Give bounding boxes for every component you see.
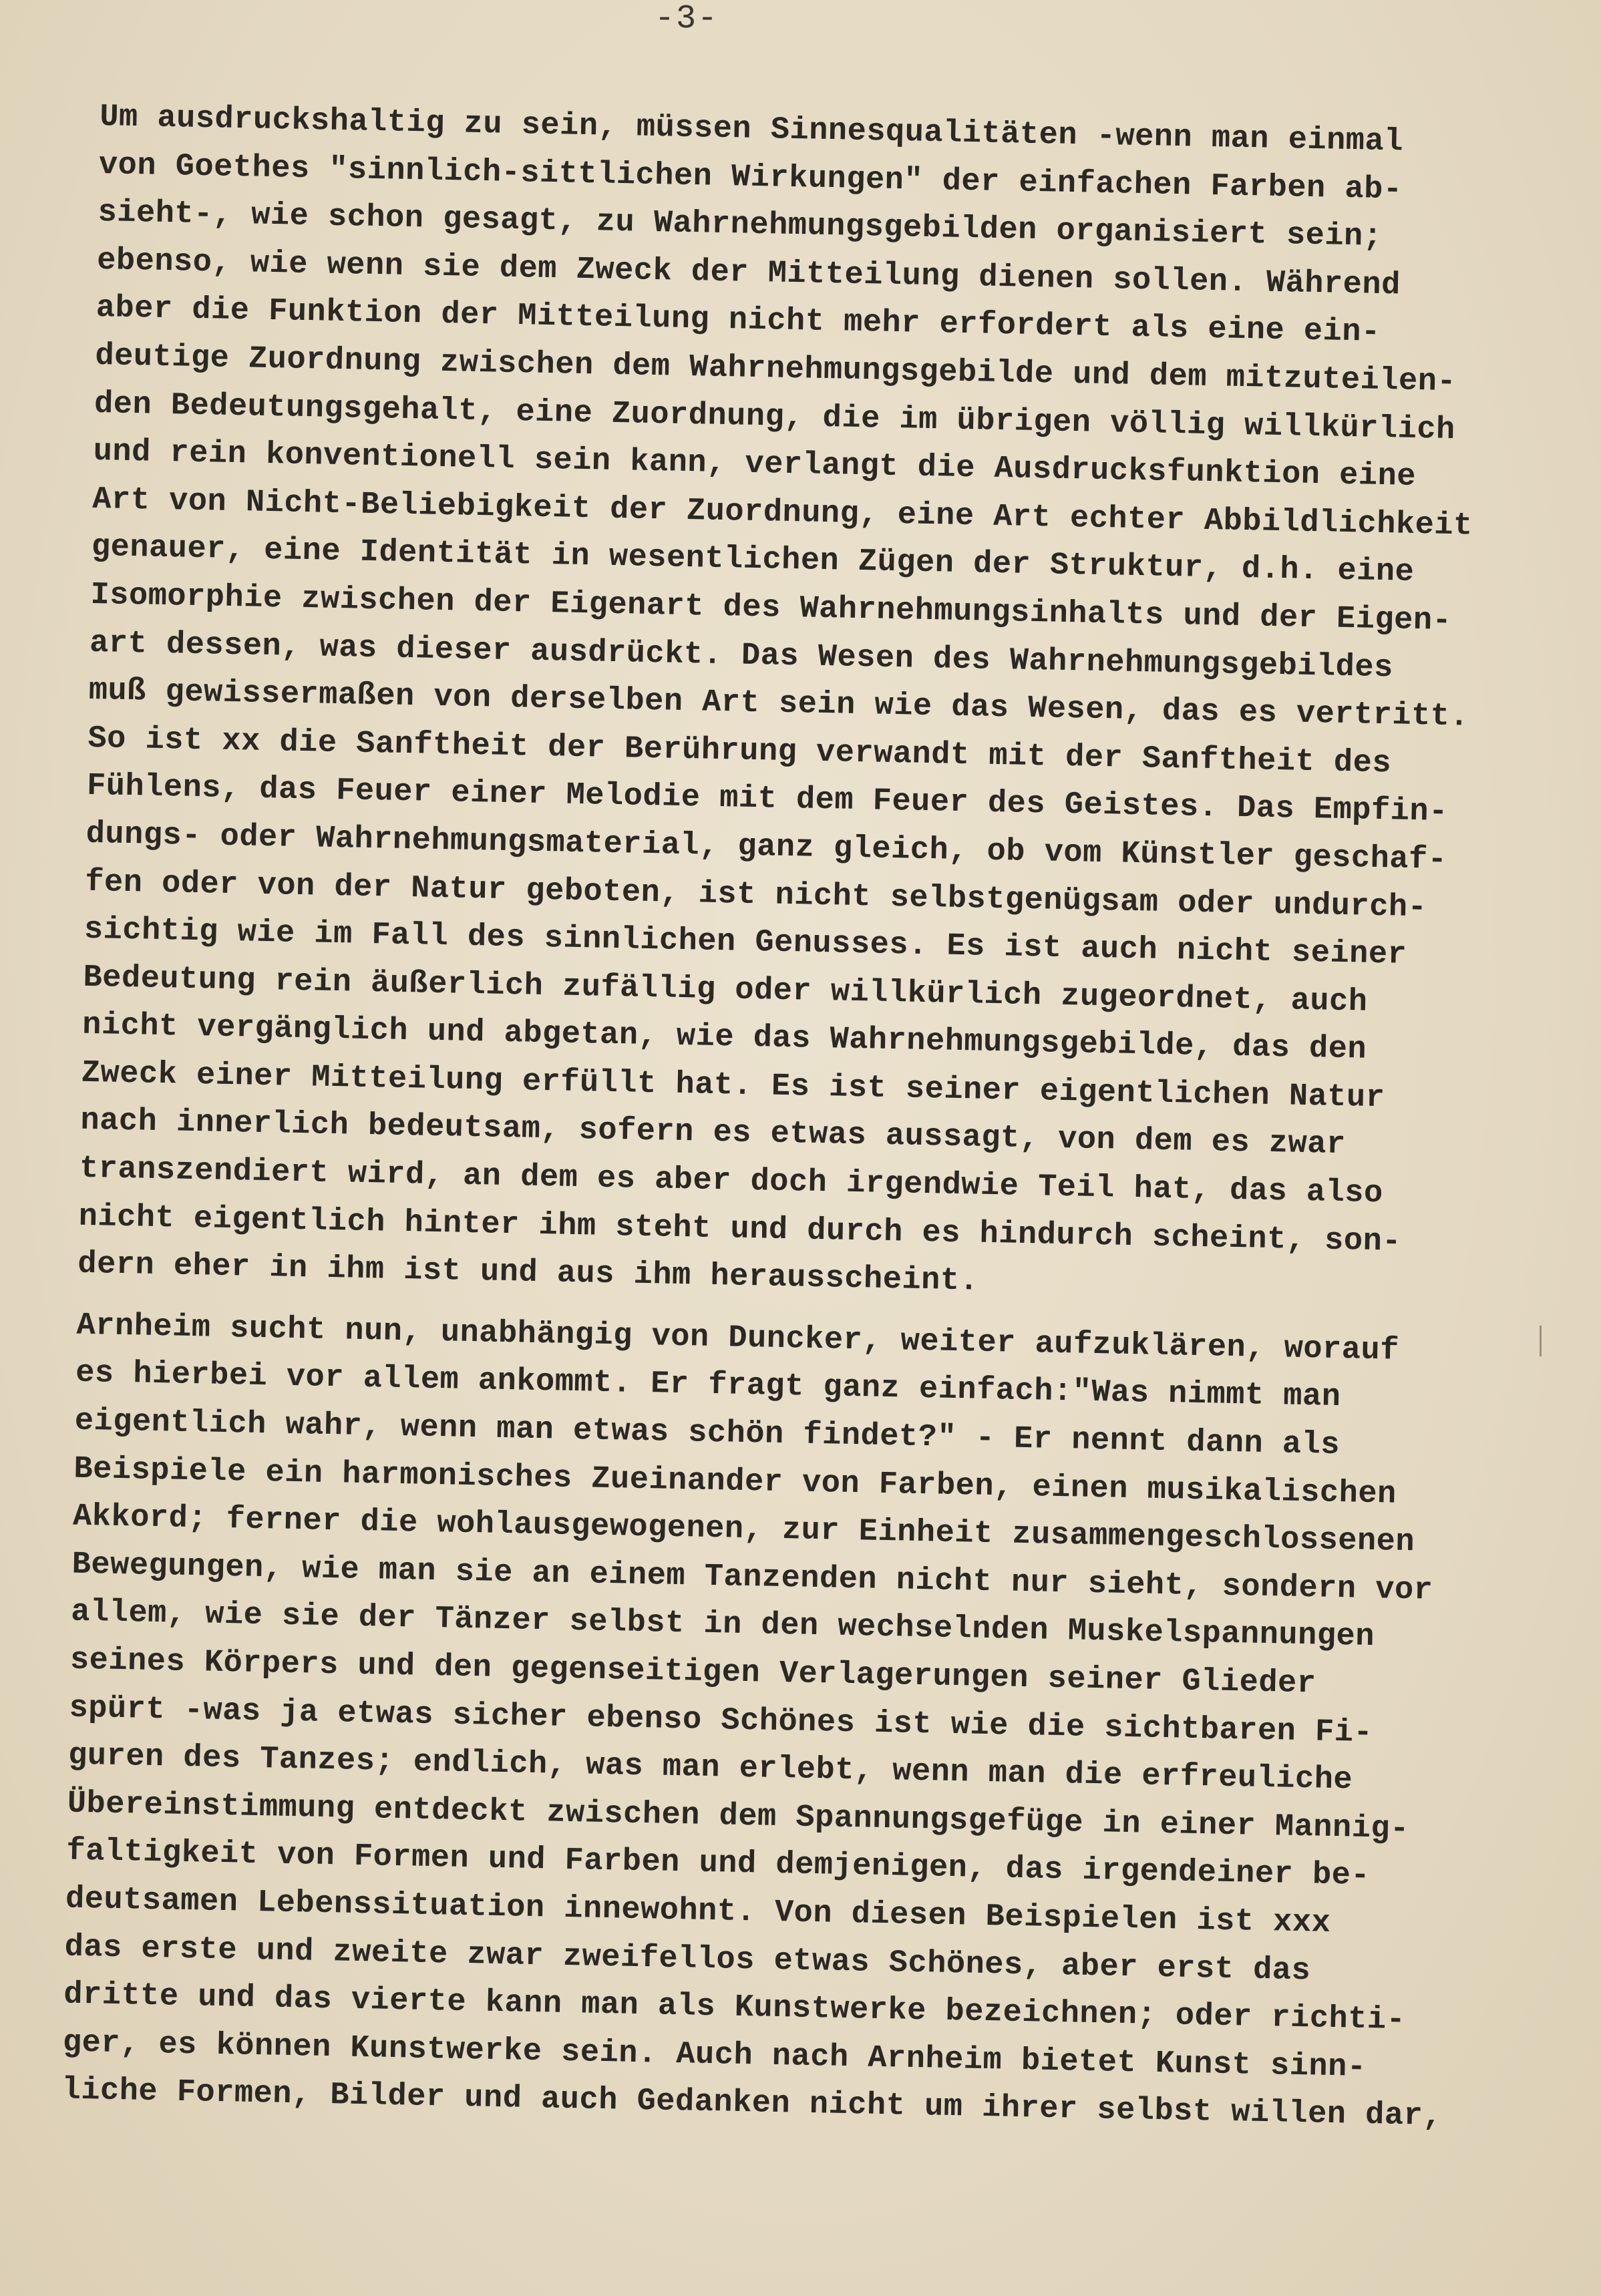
text-line: sieht-, wie schon gesagt, zu Wahrnehmungsgebilden organisiert sein; <box>98 195 1383 256</box>
text-line: genauer, eine Identität in wesentlichen Zügen der Struktur, d.h. eine <box>91 530 1415 591</box>
text-line: Beispiele ein harmonisches Zueinander von Farben, einen musikalischen <box>73 1451 1397 1513</box>
text-line: Bedeutung rein äußerlich zufällig oder willkürlich zugeordnet, auch <box>83 960 1368 1020</box>
text-line: ebenso, wie wenn sie dem Zweck der Mitteilung dienen sollen. Während <box>96 242 1401 304</box>
page-number: -3- <box>655 0 719 38</box>
text-line: das erste und zweite zwar zweifellos etwas Schönes, aber erst das <box>64 1929 1311 1989</box>
text-line: transzendiert wird, an dem es aber doch irgendwie Teil hat, das also <box>79 1151 1384 1212</box>
text-line: sichtig wie im Fall des sinnlichen Genusses. Es ist auch nicht seiner <box>83 912 1407 973</box>
text-line: dern eher in ihm ist und aus ihm herausscheint. <box>77 1246 979 1300</box>
text-line: nicht vergänglich und abgetan, wie das Wahrnehmungsgebilde, das den <box>81 1008 1367 1068</box>
page-body <box>61 93 1550 2142</box>
paragraph-1 <box>77 93 1550 1316</box>
text-line: nach innerlich bedeutsam, sofern es etwas aussagt, von dem es zwar <box>79 1103 1347 1163</box>
text-line: seines Körpers und den gegenseitigen Verlagerungen seiner Glieder <box>69 1642 1316 1702</box>
text-line: So ist xx die Sanftheit der Berührung verwandt mit der Sanftheit des <box>87 721 1392 782</box>
text-line: dritte und das vierte kann man als Kunstwerke bezeichnen; oder richti- <box>63 1977 1406 2039</box>
text-line: Bewegungen, wie man sie an einem Tanzenden nicht nur sieht, sondern vor <box>71 1547 1433 1609</box>
text-line: Isomorphie zwischen der Eigenart des Wahrnehmungsinhalts und der Eigen- <box>90 577 1452 639</box>
text-line: allem, wie sie der Tänzer selbst in den wechselnden Muskelspannungen <box>70 1594 1375 1656</box>
text-line: den Bedeutungsgehalt, eine Zuordnung, die im übrigen völlig willkürlich <box>94 386 1456 448</box>
text-line: eigentlich wahr, wenn man etwas schön findet?" - Er nennt dann als <box>74 1403 1341 1464</box>
text-line: fen oder von der Natur geboten, ist nicht selbstgenügsam oder undurch- <box>84 864 1427 926</box>
text-line: Um ausdruckshaltig zu sein, müssen Sinnesqualitäten -wenn man einmal <box>99 99 1404 160</box>
text-line: Arnheim sucht nun, unabhängig von Duncker, weiter aufzuklären, worauf <box>76 1308 1400 1369</box>
text-line: dungs- oder Wahrnehmungsmaterial, ganz gleich, ob vom Künstler geschaf- <box>85 816 1447 878</box>
text-line: muß gewissermaßen von derselben Art sein wie das Wesen, das es vertritt. <box>88 673 1469 735</box>
text-line: von Goethes "sinnlich-sittlichen Wirkungen" der einfachen Farben ab- <box>98 147 1403 208</box>
text-line: art dessen, was dieser ausdrückt. Das Wesen des Wahrnehmungsgebildes <box>89 625 1394 686</box>
text-line: es hierbei vor allem ankommt. Er fragt ganz einfach:"Was nimmt man <box>75 1356 1341 1416</box>
text-line: guren des Tanzes; endlich, was man erlebt, wenn man die erfreuliche <box>67 1738 1353 1798</box>
text-line: spürt -was ja etwas sicher ebenso Schönes ist wie die sichtbaren Fi- <box>69 1690 1373 1751</box>
text-line: Übereinstimmung entdeckt zwischen dem Spannungsgefüge in einer Mannig- <box>67 1786 1410 1847</box>
text-line: Zweck einer Mitteilung erfüllt hat. Es ist seiner eigentlichen Natur <box>81 1055 1385 1117</box>
text-line: Art von Nicht-Beliebigkeit der Zuordnung, eine Art echter Abbildlichkeit <box>92 482 1473 544</box>
paragraph-2 <box>61 1302 1526 2143</box>
text-line: nicht eigentlich hinter ihm steht und durch es hindurch scheint, son- <box>78 1199 1402 1260</box>
text-line: deutige Zuordnung zwischen dem Wahrnehmungsgebilde und dem mitzuteilen- <box>94 338 1457 401</box>
text-line: ger, es können Kunstwerke sein. Auch nach Arnheim bietet Kunst sinn- <box>62 2025 1367 2086</box>
text-line: und rein konventionell sein kann, verlangt die Ausdrucksfunktion eine <box>93 434 1417 496</box>
text-line: Fühlens, das Feuer einer Melodie mit dem Feuer des Geistes. Das Empfin- <box>86 769 1449 831</box>
text-line: aber die Funktion der Mitteilung nicht mehr erfordert als eine ein- <box>96 291 1381 351</box>
text-line: faltigkeit von Formen und Farben und demjenigen, das irgendeiner be- <box>65 1833 1371 1895</box>
text-line: deutsamen Lebenssituation innewohnt. Von diesen Beispielen ist xxx <box>65 1881 1331 1941</box>
text-line: Akkord; ferner die wohlausgewogenen, zur Einheit zusammengeschlossenen <box>72 1499 1415 1561</box>
margin-pencil-mark <box>1540 1326 1542 1356</box>
text-line: liche Formen, Bilder und auch Gedanken nicht um ihrer selbst willen dar, <box>61 2072 1443 2135</box>
